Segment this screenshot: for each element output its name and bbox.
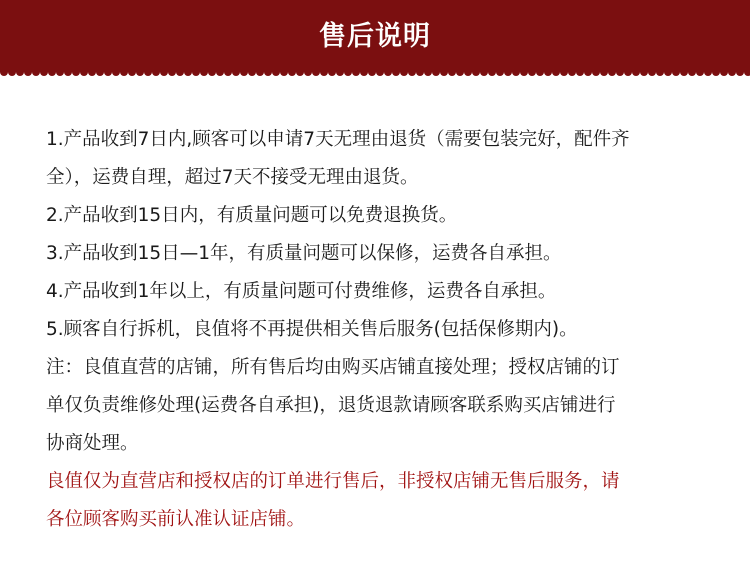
note-line: 2.产品收到15日内，有质量问题可以免费退换货。 xyxy=(46,205,458,226)
note-line: 全），运费自理，超过7天不接受无理由退货。 xyxy=(46,167,419,188)
warning-line: 各位顾客购买前认准认证店铺。 xyxy=(46,509,306,530)
note-line: 协商处理。 xyxy=(46,433,139,454)
note-line: 单仅负责维修处理(运费各自承担)，退货退款请顾客联系购买店铺进行 xyxy=(46,395,616,416)
note-line: 4.产品收到1年以上，有质量问题可付费维修，运费各自承担。 xyxy=(46,281,557,302)
page-title: 售后说明 xyxy=(319,21,431,52)
note-line: 3.产品收到15日—1年，有质量问题可以保修，运费各自承担。 xyxy=(46,243,562,264)
note-line: 注：良值直营的店铺，所有售后均由购买店铺直接处理；授权店铺的订 xyxy=(46,357,620,378)
warning-line: 良值仅为直营店和授权店的订单进行售后，非授权店铺无售后服务，请 xyxy=(46,471,620,492)
note-line: 1.产品收到7日内,顾客可以申请7天无理由退货（需要包装完好，配件齐 xyxy=(46,129,630,150)
after-sales-notes xyxy=(46,121,736,539)
note-line: 5.顾客自行拆机，良值将不再提供相关售后服务(包括保修期内)。 xyxy=(46,319,578,340)
